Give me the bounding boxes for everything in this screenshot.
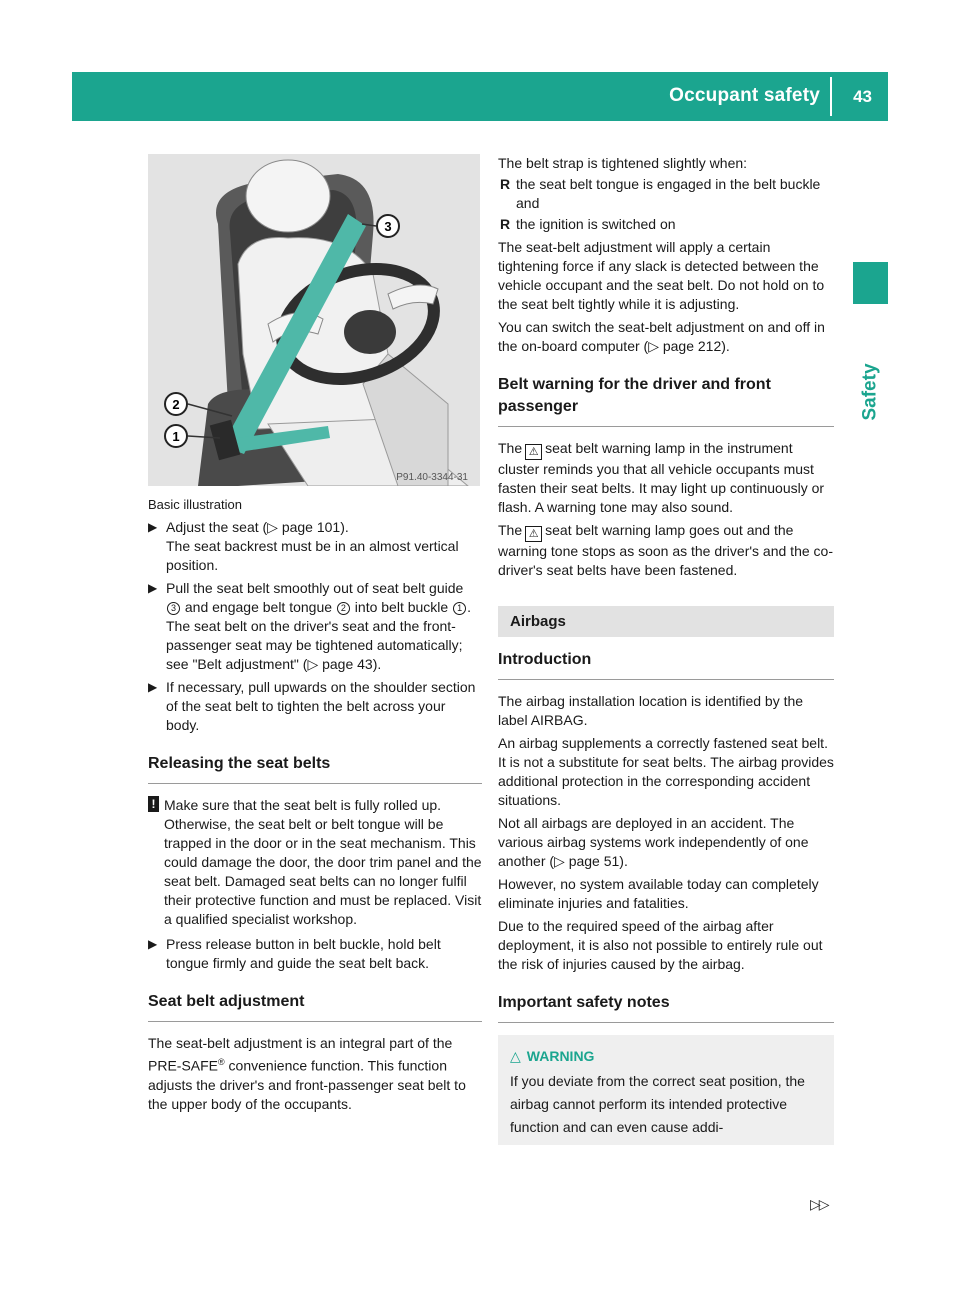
- callout-ref-2: 2: [337, 602, 350, 615]
- heading-rule: [498, 1022, 834, 1023]
- heading-introduction: Introduction: [498, 651, 592, 668]
- warning-box: [498, 1035, 834, 1145]
- heading-rule: [498, 679, 834, 680]
- notice-icon: !: [148, 796, 159, 812]
- figure-caption: Basic illustration: [148, 497, 242, 512]
- continued-icon: ▷▷: [810, 1196, 828, 1212]
- heading-rule: [148, 783, 482, 784]
- belt-warning-para-1: The ⚠ seat belt warning lamp in the instrument cluster reminds you that all vehicle occupants must fasten their seat belts. It may light up continuously or flash. A warning tone may also sound.: [498, 440, 825, 515]
- heading-belt-warning: Belt warning for the driver and front passenger: [498, 376, 771, 415]
- side-tab-label: Safety: [860, 363, 881, 421]
- onboard-para: You can switch the seat-belt adjustment on and off in the on-board computer (▷ page 212).: [498, 319, 825, 354]
- step-tighten-shoulder: ▶ If necessary, pull upwards on the shoulder section of the seat belt to tighten the belt across your body.: [148, 679, 476, 733]
- seat-belt-lamp-icon: ⚠: [525, 526, 542, 542]
- step-arrow-icon: ▶: [148, 680, 158, 694]
- airbag-para: The airbag installation location is identified by the label AIRBAG.: [498, 693, 804, 728]
- right-column: [498, 154, 834, 1145]
- step-arrow-icon: ▶: [148, 581, 158, 595]
- svg-text:1: 1: [172, 429, 180, 444]
- step-release: ▶ Press release button in belt buckle, hold belt tongue firmly and guide the seat belt back.: [148, 936, 441, 971]
- tighten-intro: The belt strap is tightened slightly when:: [498, 155, 748, 171]
- callout-ref-1: 1: [453, 602, 466, 615]
- svg-text:2: 2: [172, 397, 180, 412]
- callout-ref-3: 3: [167, 602, 180, 615]
- tighten-para: The seat-belt adjustment will apply a certain tightening force if any slack is detected between the vehicle occupant and the seat belt. Do not hold on to the seat belt tightly while it is adjusting.: [498, 239, 825, 312]
- bullet-item: R the seat belt tongue is engaged in the belt buckle and: [500, 176, 821, 211]
- step-pull-belt: ▶ Pull the seat belt smoothly out of seat belt guide 3 and engage belt tongue 2 into belt buckle 1 . The seat belt on the driver's seat and the front-passenger seat may be tightened automatically; see "Belt adjustment" (▷ page 43).: [148, 580, 471, 672]
- callout-2: [165, 393, 187, 415]
- svg-text:3: 3: [384, 219, 392, 234]
- page-number: 43: [853, 87, 872, 106]
- left-column: [148, 154, 482, 1114]
- callout-3: [377, 215, 399, 237]
- warning-triangle-icon: △: [510, 1048, 521, 1064]
- figure-code: P91.40-3344-31: [396, 472, 468, 483]
- heading-rule: [498, 426, 834, 427]
- side-tab-marker: [853, 262, 888, 304]
- warning-label: WARNING: [526, 1048, 595, 1064]
- header-title: Occupant safety: [669, 85, 820, 106]
- heading-rule: [148, 1021, 482, 1022]
- warning-text: If you deviate from the correct seat position, the airbag cannot perform its intended protective function and can even cause addi-: [510, 1073, 805, 1135]
- seat-belt-illustration: [148, 154, 480, 486]
- airbag-para: However, no system available today can completely eliminate injuries and fatalities.: [498, 876, 819, 911]
- heading-adjustment: Seat belt adjustment: [148, 993, 305, 1010]
- header-separator: [830, 77, 832, 116]
- step-arrow-icon: ▶: [148, 520, 158, 534]
- seat-belt-drawing: [148, 154, 480, 486]
- heading-safety-notes: Important safety notes: [498, 994, 670, 1011]
- belt-warning-para-2: The ⚠ seat belt warning lamp goes out and the warning tone stops as soon as the driver's and the co-driver's seat belts have been fastened.: [498, 522, 833, 578]
- step-arrow-icon: ▶: [148, 937, 158, 951]
- airbag-para: An airbag supplements a correctly fastened seat belt. It is not a substitute for seat belts. The airbag provides additional protection in the corresponding accident situations.: [498, 735, 834, 808]
- airbag-para: Not all airbags are deployed in an accident. The various airbag systems work independently of one another (▷ page 51).: [498, 815, 809, 869]
- section-airbags: Airbags: [498, 606, 834, 637]
- page-header: [72, 72, 888, 121]
- callout-1: [165, 425, 187, 447]
- step-adjust-seat: ▶ Adjust the seat (▷ page 101). The seat backrest must be in an almost vertical position.: [148, 519, 459, 573]
- heading-releasing: Releasing the seat belts: [148, 755, 331, 772]
- bullet-item: R the ignition is switched on: [500, 216, 676, 232]
- seat-belt-lamp-icon: ⚠: [525, 444, 542, 460]
- adjustment-text: The seat-belt adjustment is an integral part of the PRE-SAFE® convenience function. This function adjusts the driver's and front-passenger seat belt to the upper body of the occupants.: [148, 1035, 466, 1112]
- notice-release: ! Make sure that the seat belt is fully rolled up. Otherwise, the seat belt or belt tongue will be trapped in the door or in the seat mechanism. This could damage the door, the door trim panel and the seat belt. Damaged seat belts can no longer fulfil their protective function and must be replaced. Visit a qualified specialist workshop.: [148, 796, 482, 929]
- airbag-para: Due to the required speed of the airbag after deployment, it is also not possible to entirely rule out the risk of injuries caused by the airbag.: [498, 918, 823, 972]
